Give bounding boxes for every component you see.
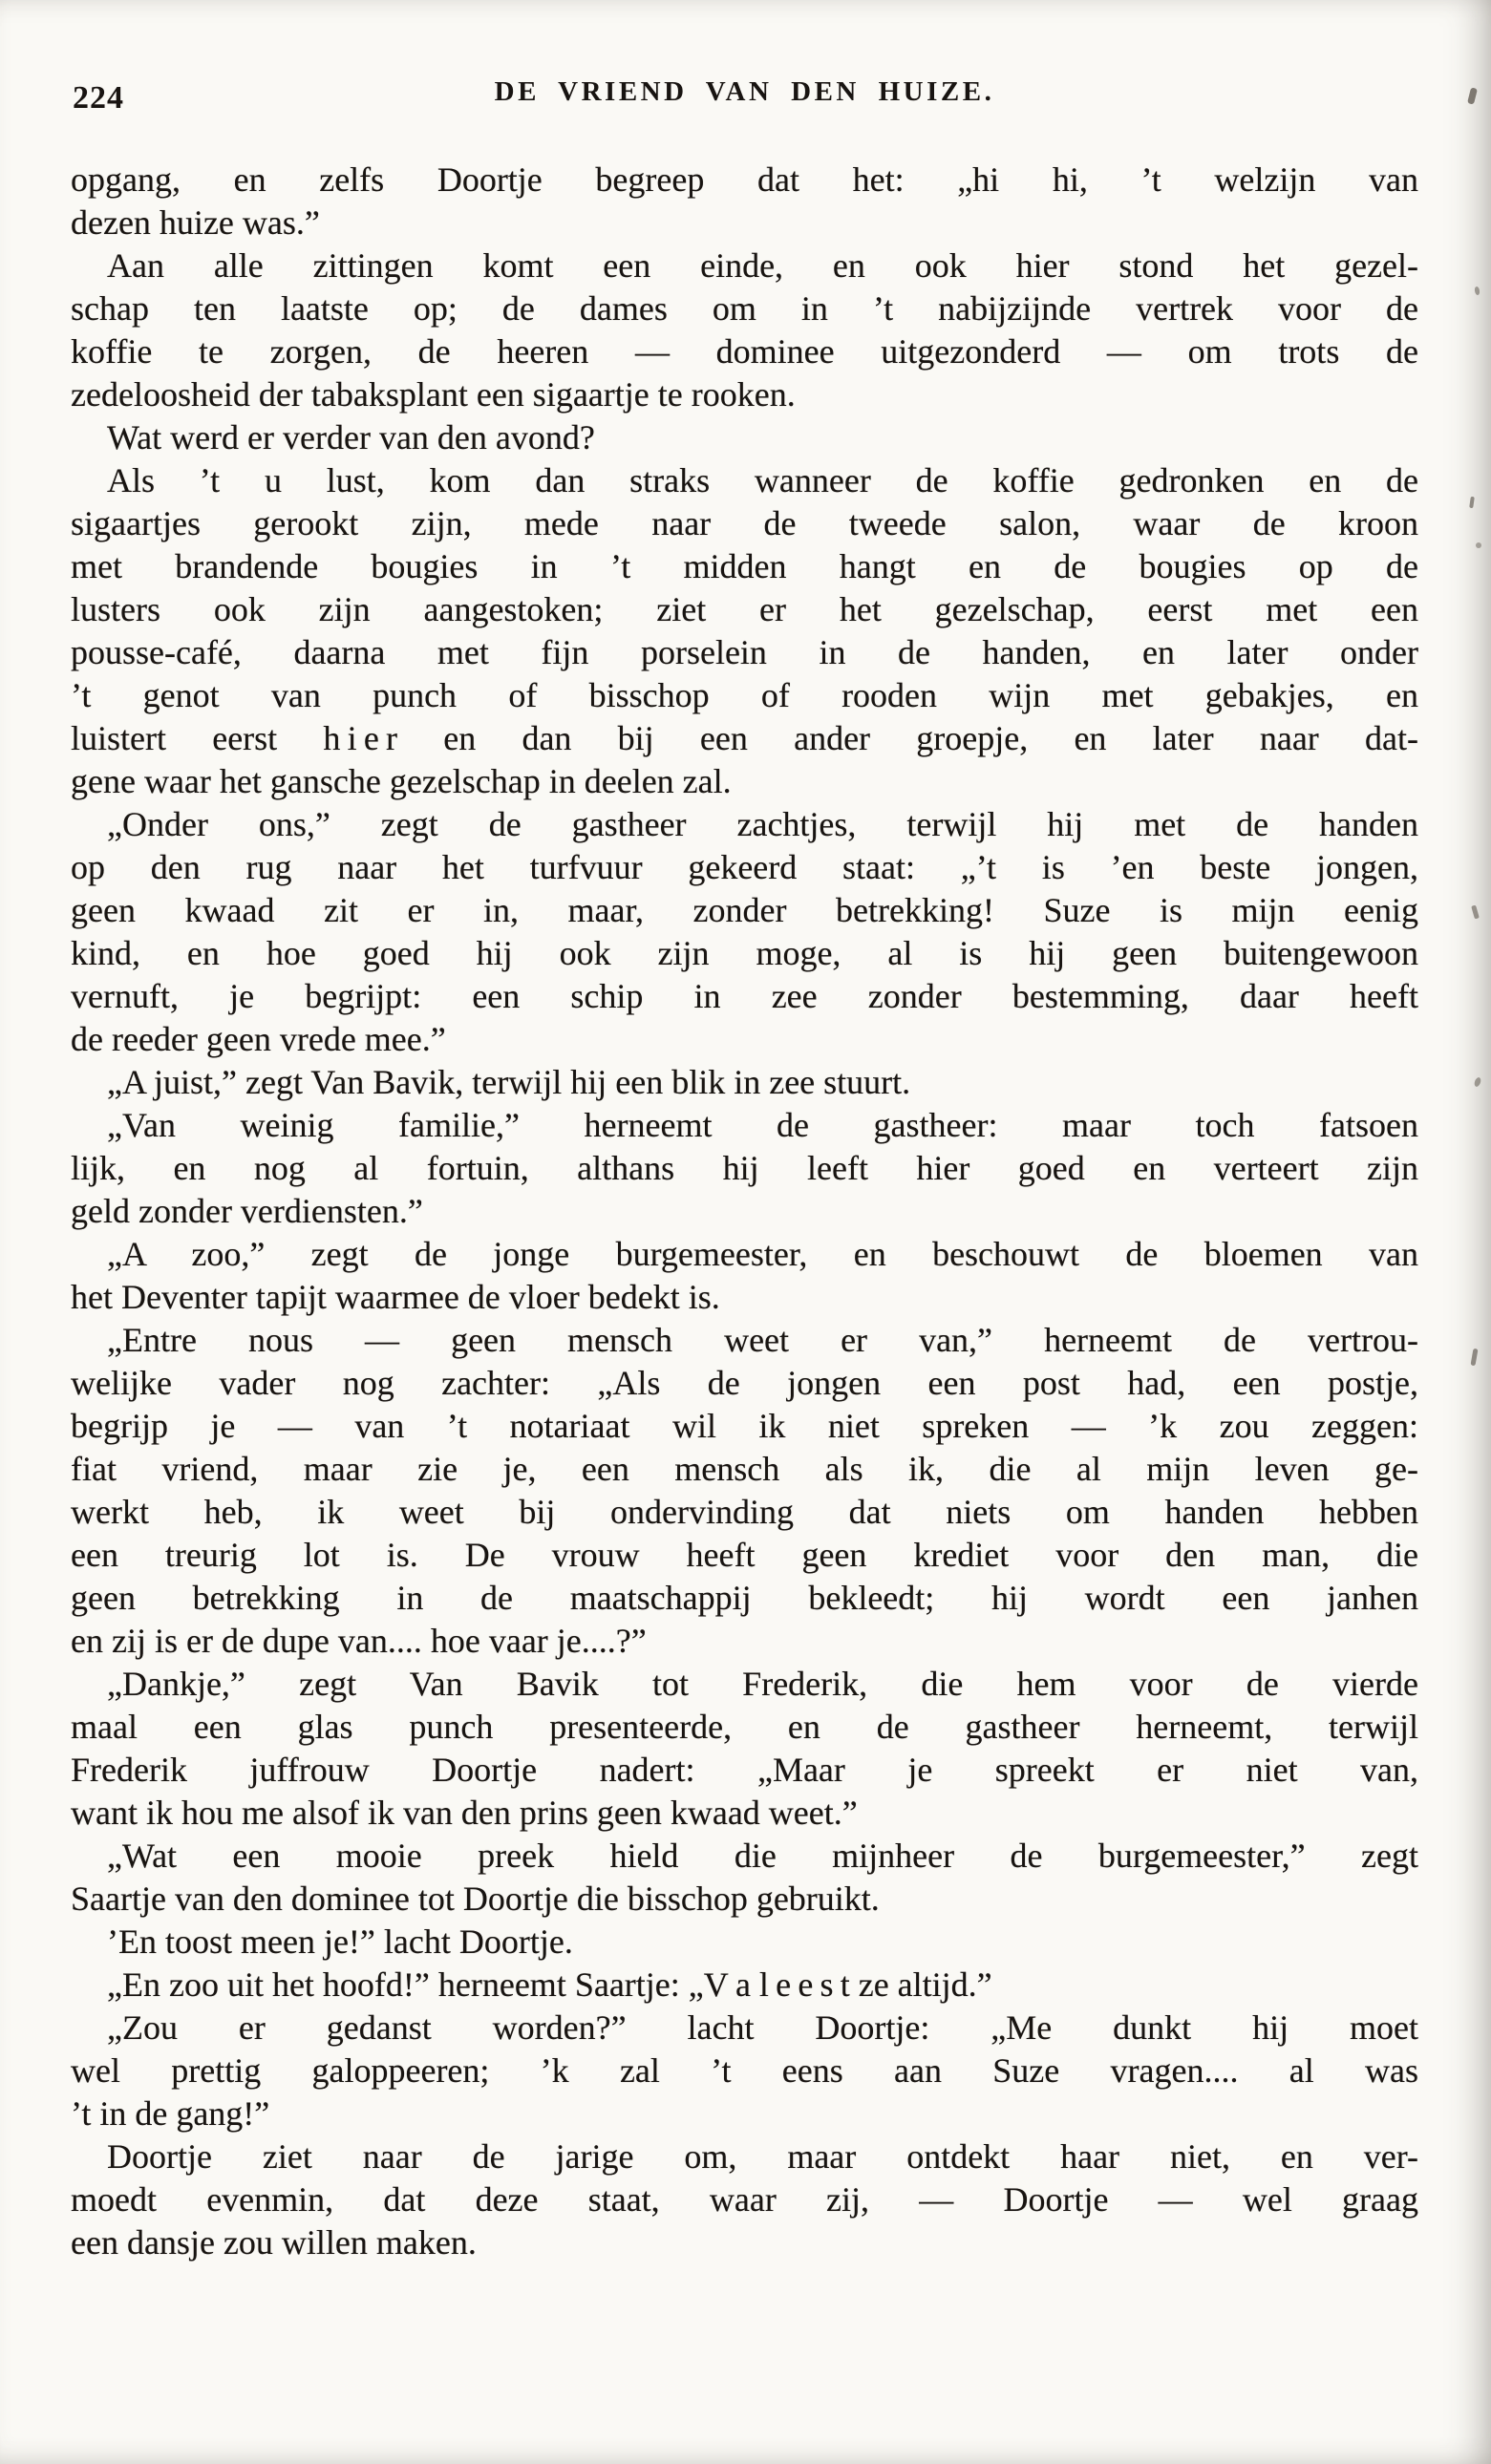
text-line: opgang, en zelfs Doortje begreep dat het: „hi hi, ’t welzijn van xyxy=(71,160,1418,199)
text-line: geen betrekking in de maatschappij bekleedt; hij wordt een janhen xyxy=(71,1579,1418,1617)
text-line: ’En toost meen je!” lacht Doortje. xyxy=(107,1922,573,1961)
text-line: geen kwaad zit er in, maar, zonder betrekking! Suze is mijn eenig xyxy=(71,891,1418,929)
text-line: „Wat een mooie preek hield die mijnheer de burgemeester,” zegt xyxy=(107,1837,1418,1875)
scan-artifact xyxy=(1473,1076,1481,1087)
text-line: met brandende bougies in ’t midden hangt en de bougies op de xyxy=(71,547,1418,585)
text-line: „Van weinig familie,” herneemt de gastheer: maar toch fatsoen xyxy=(107,1106,1418,1144)
scan-artifact xyxy=(1467,87,1478,104)
text-line: gene waar het gansche gezelschap in deelen zal. xyxy=(71,762,732,800)
text-line: „A juist,” zegt Van Bavik, terwijl hij een blik in zee stuurt. xyxy=(107,1063,911,1101)
text-line: „Dankje,” zegt Van Bavik tot Frederik, die hem voor de vierde xyxy=(107,1665,1418,1703)
text-line: „Onder ons,” zegt de gastheer zachtjes, terwijl hij met de handen xyxy=(107,805,1418,843)
text-line: Aan alle zittingen komt een einde, en ook hier stond het gezel- xyxy=(107,246,1418,285)
text-line: „En zoo uit het hoofd!” herneemt Saartje: „V a l e e s t ze altijd.” xyxy=(107,1965,992,2004)
text-line: koffie te zorgen, de heeren — dominee uitgezonderd — om trots de xyxy=(71,332,1418,371)
text-line: moedt evenmin, dat deze staat, waar zij, — Doortje — wel graag xyxy=(71,2180,1418,2219)
text-line: Doortje ziet naar de jarige om, maar ontdekt haar niet, en ver- xyxy=(107,2137,1418,2176)
text-line: ’t genot van punch of bisschop of rooden wijn met gebakjes, en xyxy=(71,676,1418,714)
scan-artifact xyxy=(1470,1349,1478,1367)
text-line: schap ten laatste op; de dames om in ’t nabijzijnde vertrek voor de xyxy=(71,289,1418,328)
scan-artifact xyxy=(1471,905,1480,920)
text-line: een treurig lot is. De vrouw heeft geen krediet voor den man, die xyxy=(71,1536,1418,1574)
text-line: „Zou er gedanst worden?” lacht Doortje: „Me dunkt hij moet xyxy=(107,2008,1418,2047)
text-line: maal een glas punch presenteerde, en de gastheer herneemt, terwijl xyxy=(71,1708,1418,1746)
text-line: lijk, en nog al fortuin, althans hij leeft hier goed en verteert zijn xyxy=(71,1149,1418,1187)
scan-artifact xyxy=(1469,497,1475,508)
scan-artifact xyxy=(1474,287,1480,296)
text-line: de reeder geen vrede mee.” xyxy=(71,1020,446,1058)
text-line: want ik hou me alsof ik van den prins geen kwaad weet.” xyxy=(71,1794,858,1832)
text-line: „A zoo,” zegt de jonge burgemeester, en beschouwt de bloemen van xyxy=(107,1235,1418,1273)
text-line: op den rug naar het turfvuur gekeerd staat: „’t is ’en beste jongen, xyxy=(71,848,1418,886)
text-line: zedeloosheid der tabaksplant een sigaartje te rooken. xyxy=(71,375,796,414)
text-line: Saartje van den dominee tot Doortje die bisschop gebruikt. xyxy=(71,1880,880,1918)
text-line: Frederik juffrouw Doortje nadert: „Maar je spreekt er niet van, xyxy=(71,1751,1418,1789)
text-line: dezen huize was.” xyxy=(71,203,320,242)
text-line: „Entre nous — geen mensch weet er van,” herneemt de vertrou- xyxy=(107,1321,1418,1359)
text-line: wel prettig galoppeeren; ’k zal ’t eens aan Suze vragen.... al was xyxy=(71,2051,1418,2090)
text-line: Als ’t u lust, kom dan straks wanneer de koffie gedronken en de xyxy=(107,461,1418,499)
text-line: Wat werd er verder van den avond? xyxy=(107,418,595,457)
text-line: fiat vriend, maar zie je, een mensch als ik, die al mijn leven ge- xyxy=(71,1450,1418,1488)
text-line: luistert eerst h i e r en dan bij een ander groepje, en later naar dat- xyxy=(71,719,1418,757)
page-number: 224 xyxy=(73,80,124,116)
text-line: geld zonder verdiensten.” xyxy=(71,1192,423,1230)
text-line: een dansje zou willen maken. xyxy=(71,2223,477,2262)
text-line: kind, en hoe goed hij ook zijn moge, al is hij geen buitengewoon xyxy=(71,934,1418,972)
text-line: pousse-café, daarna met fijn porselein in de handen, en later onder xyxy=(71,633,1418,671)
text-line: het Deventer tapijt waarmee de vloer bedekt is. xyxy=(71,1278,720,1316)
text-line: en zij is er de dupe van.... hoe vaar je....?” xyxy=(71,1622,647,1660)
text-line: werkt heb, ik weet bij ondervinding dat niets om handen hebben xyxy=(71,1493,1418,1531)
text-line: sigaartjes gerookt zijn, mede naar de tweede salon, waar de kroon xyxy=(71,504,1418,542)
text-block xyxy=(71,159,1418,2264)
text-line: ’t in de gang!” xyxy=(71,2094,270,2133)
text-line: begrijp je — van ’t notariaat wil ik niet spreken — ’k zou zeggen: xyxy=(71,1407,1418,1445)
text-line: vernuft, je begrijpt: een schip in zee zonder bestemming, daar heeft xyxy=(71,977,1418,1015)
text-line: welijke vader nog zachter: „Als de jongen een post had, een postje, xyxy=(71,1364,1418,1402)
scan-artifact xyxy=(1476,542,1481,548)
page-header xyxy=(71,76,1418,117)
running-title: DE VRIEND VAN DEN HUIZE. xyxy=(494,76,995,107)
text-line: lusters ook zijn aangestoken; ziet er het gezelschap, eerst met een xyxy=(71,590,1418,628)
